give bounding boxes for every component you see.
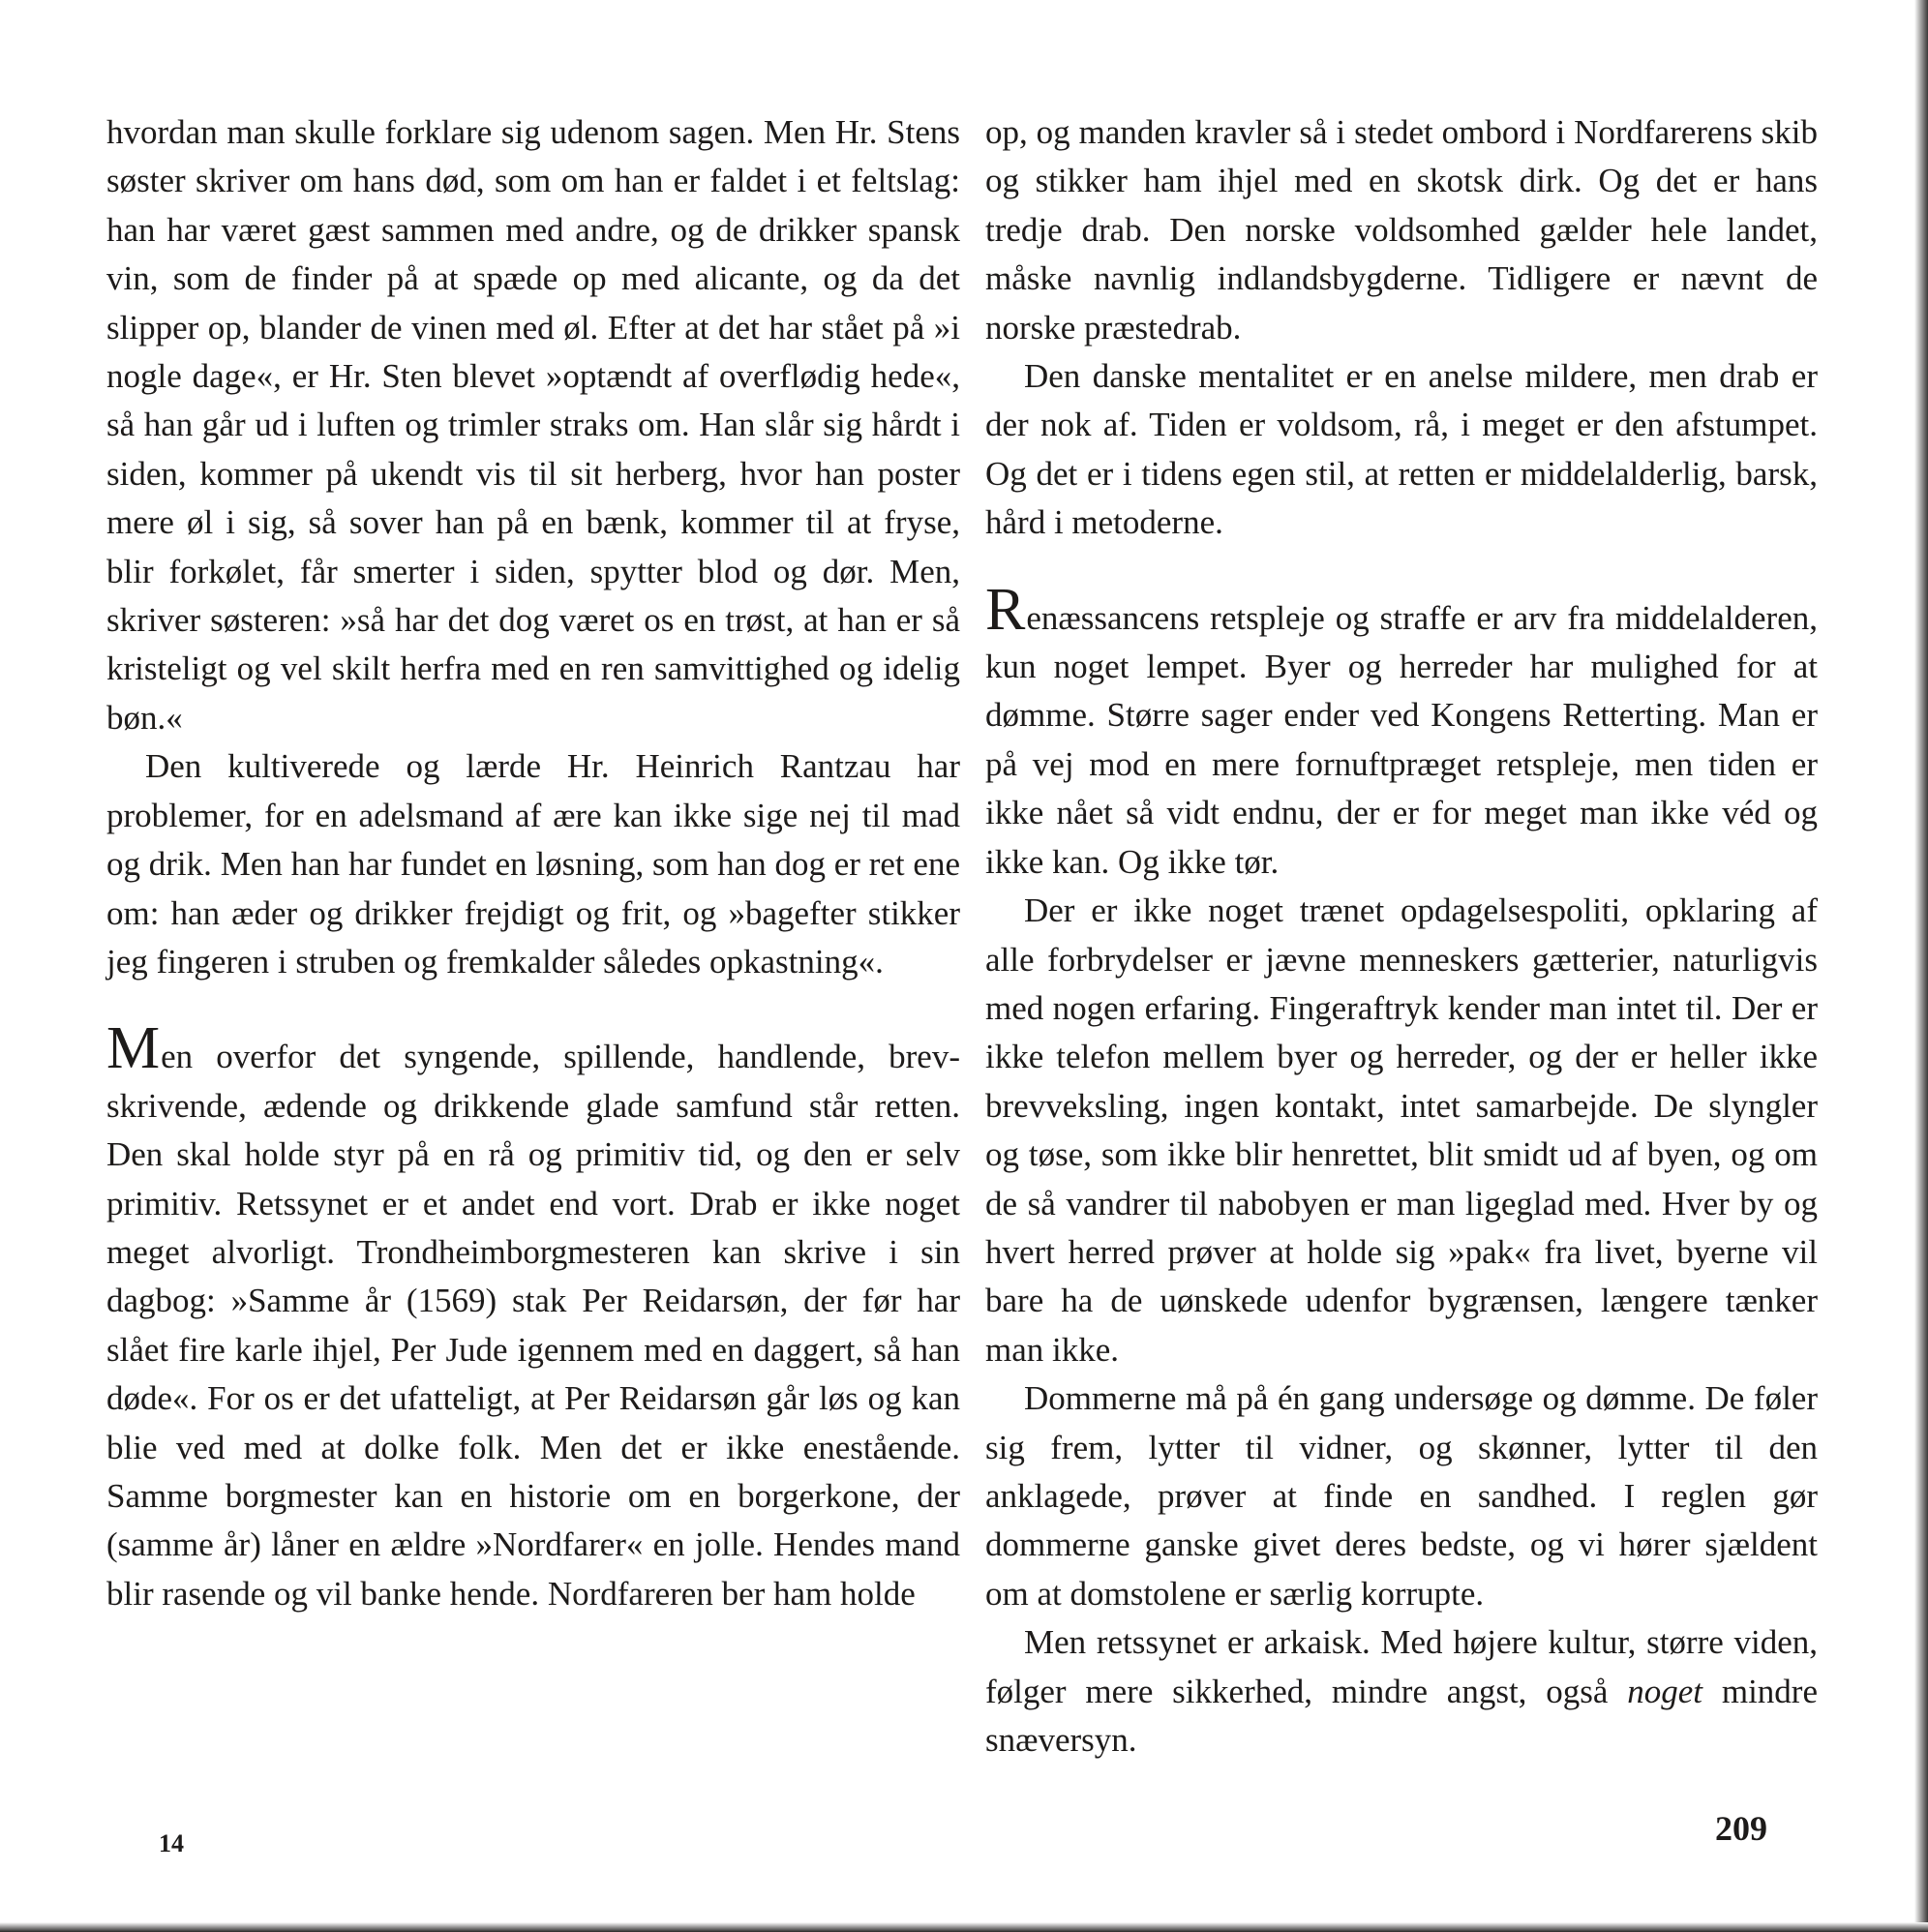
paragraph: Den danske mentalitet er en anelse mildere, men drab er der nok af. Tiden er voldsom, rå, i meget er den afstumpet. Og det er i tidens egen stil, at retten er middelalderlig, barsk, hård i metoderne. [985,357,1818,542]
paragraph: Dommerne må på én gang undersøge og dømme. De føler sig frem, lytter til vidner, og skønner, lytter til den anklagede, prøver at finde en sandhed. I reglen gør dommerne ganske givet deres bedste, og vi hører sjældent om at domstolene er særlig korrupte. [985,1379,1818,1613]
page-number: 209 [1715,1809,1767,1848]
paragraph-text: mindre snæversyn. [985,1672,1819,1759]
paragraph: hvordan man skulle forklare sig udenom sagen. Men Hr. Stens søster skriver om hans død, som om han er faldet i et feltslag: han har været gæst sammen med andre, og de drikker spansk vin, som de finder på at spæde op med alicante, og da det slipper op, blander de vinen med øl. Efter at det har stået på »i nogle dage«, er Hr. Sten blevet »optændt af overflødig hede«, så han går ud i luften og trimler straks om. Han slår sig hårdt i siden, kommer på ukendt vis til sit herberg, hvor han poster mere øl i sig, så sover han på en bænk, kommer til at fryse, blir forkølet, får smerter i siden, spytter blod og dør. Men, skriver søsteren: »så har det dog været os en trøst, at han er så kristeligt og vel skilt herfra med en ren samvittighed og idelig bøn.« [106,113,960,737]
section-paragraph [985,576,1818,887]
initial-letter: R [985,576,1026,643]
paragraph-text: Men retssynet er arkaisk. Med højere kultur, større viden, følger mere sikkerhed, mindre angst, også [985,1623,1818,1710]
page-edge-shadow [1914,0,1928,1932]
initial-letter: M [106,1015,161,1082]
paragraph [985,1618,1818,1765]
paragraph: Der er ikke noget trænet opdagelsespoliti, opklaring af alle forbrydelser er jævne menneskers gætterier, naturligvis med nogen erfaring. Fingeraftryk kender man intet til. Der er ikke telefon mellem byer og herreder, og der er heller ikke brevveksling, ingen kontakt, intet samarbejde. De slyngler og tøse, som ikke blir henrettet, blit smidt ud af byen, og om de så vandrer til nabobyen er man ligeglad med. Hver by og hvert herred prøver at holde sig »pak« fra livet, byerne vil bare ha de uønskede udenfor bygrænsen, længere tænker man ikke. [985,891,1818,1369]
left-text-column [106,108,960,1618]
italic-word: noget [1627,1672,1703,1710]
paragraph: Den kultiverede og lærde Hr. Heinrich Rantzau har problemer, for en adelsmand af ære kan ikke sige nej til mad og drik. Men han har fundet en løsning, som han dog er ret ene om: han æder og drikker frejdigt og frit, og »bagefter stikker jeg fingeren i struben og fremkalder således opkastning«. [106,747,960,981]
signature-mark: 14 [159,1829,184,1857]
section-paragraph [106,1015,960,1618]
right-text-column [985,108,1818,1765]
paragraph: op, og manden kravler så i stedet ombord i Nordfarerens skib og stikker ham ihjel med en skotsk dirk. Og det er hans tredje drab. Den norske voldsomhed gælder hele landet, måske navnlig indlandsbygderne. Tidligere er nævnt de norske præstedrab. [985,113,1818,347]
paragraph-text: en overfor det syngende, spillende, handlende, brevskrivende, ædende og drikkende glade samfund står retten. Den skal holde styr på en rå og primitiv tid, og den er selv primitiv. Retssynet er et andet end vort. Drab er ikke noget meget alvorligt. Trondheimborgmesteren kan skrive i sin dagbog: »Samme år (1569) stak Per Reidarsøn, der før har slået fire karle ihjel, Per Jude igennem med en daggert, så han døde«. For os er det ufatteligt, at Per Reidarsøn går løs og kan blie ved med at dolke folk. Men det er ikke enestående. Samme borgmester kan en historie om en borgerkone, der (samme år) låner en ældre »Nordfarer« en jolle. Hendes mand blir rasende og vil banke hende. Nordfareren ber ham holde [106,1038,960,1613]
paragraph-text: enæssancens retspleje og straffe er arv fra middelalderen, kun noget lempet. Byer og herreder har mulighed for at dømme. Større sager ender ved Kongens Retterting. Man er på vej mod en mere fornuftpræget retspleje, men tiden er ikke nået så vidt endnu, der er for meget man ikke véd og ikke kan. Og ikke tør. [985,598,1818,881]
page-bottom-shadow [0,1922,1928,1932]
